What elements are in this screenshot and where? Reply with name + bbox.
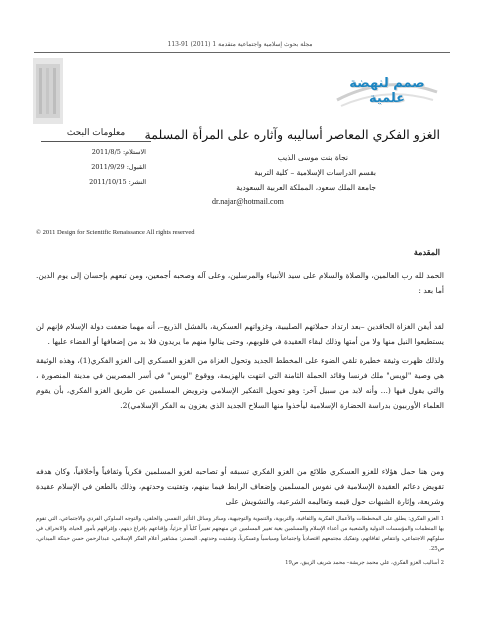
- journal-logo-name: صمم لنهضة علمية: [349, 76, 425, 106]
- body-paragraph: الحمد لله رب العالمين، والصلاة والسلام على سيد الأنبياء والمرسلين، وعلى آله وصحبه أجمعين، ومن تبعهم بإحسان إلى يوم الدين. أما بعد :: [36, 271, 444, 295]
- footnote: 1 الغزو الفكري: يطلق على المخططات والأعمال الفكرية والثقافية، والتربوية، والتنموية والتوجيهية، وسائر وسائل التأثير النفسي والخلقي، والتوجه السلوكي الفردي والاجتماعي، التي تقوم بها المنظمات والمؤسسات الدولية والشعبية من أعداء الإسلام والمسلمين بغية تغيير المسلمين عن منهجهم تغييراً كلياً أو جزئياً، وإقناعهم بإفراغ دينهم، وإغراقهم بأمور الحياة، والانحراف في سلوكهم الاجتماعي، وانتقاص ثقافاتهم، وتفكيك مجتمعهم اقتصادياً واجتماعياً وسياسياً وعسكرياً، وتشتيت وحدتهم. المصدر: مشاهير أعلام الفكر الإسلامي، عبدالرحمن حسن حبنكة الميداني، ص25.: [36, 516, 444, 552]
- header-rule: [34, 52, 450, 53]
- article-department: بقسم الدراسات الإسلامية – كلية التربية: [254, 168, 376, 177]
- body-paragraph: لقد أيقن الغزاة الحاقدين –بعد ارتداد حملاتهم الصليبية، وغزواتهم العسكرية، بالفشل الذريع–، أنه مهما ضعفت دولة الإسلام فإنهم لن يستطيعوا النيل منها ولا من أمتها وذلك لبقاء العقيدة في قلوبهم، وحتى ينالوا منهم ما يريدون فلا بد من إضعافها أو القضاء عليها .: [36, 322, 444, 346]
- body-paragraph: ومن هنا حمل هؤلاء للغزو العسكري طلائع من الغزو الفكري تسبقه أو تصاحبه لغزو المسلمين فكرياً وثقافياً وأخلاقياً، وكان هدفه تقويض دعائم العقيدة الإسلامية في نفوس المسلمين وإضعاف الرابط فيما بينهم، وتفتيت وحدتهم، وذلك بالطعن في الإسلام عقيدة وشريعة، وإثارة الشبهات حول قيمه وتعاليمه الشرعية، والتشويش على: [36, 467, 444, 506]
- article-author: نجاة بنت موسى الذيب: [277, 153, 348, 162]
- section-heading-introduction: المقدمة: [413, 247, 440, 257]
- research-info-rule: [41, 141, 151, 142]
- date-received: الاستلام: 2011/8/5: [91, 148, 146, 156]
- footnote: 2 أساليب الغزو الفكري، علي محمد جريشة– محمد شريف الزيبق، ص19: [285, 560, 444, 566]
- journal-watermark-graphic: [33, 58, 63, 124]
- article-university: جامعة الملك سعود، المملكة العربية السعودية: [236, 183, 376, 192]
- footnote-rule: [300, 511, 440, 512]
- research-info-heading: معلومات البحث: [66, 128, 126, 138]
- running-head: مجلة بحوث إسلامية واجتماعية متقدمة 1 (2011) 91-113: [167, 41, 313, 48]
- body-paragraph: ولذلك ظهرت وثيقة خطيرة تلقي الضوء على المخطط الجديد وتحول الغزاة من الغزو العسكري إلى الغزو الفكري(1)، وهذه الوثيقة هي وصية "لويس" ملك فرنسا وقائد الحملة الثامنة التي انتهت بالهزيمة، ووقوع "لويس" في أسر المصريين في مدينة المنصورة ، والتي يقول فيها (... وأنه لابد من سبيل آخر: وهو تحويل التفكير الإسلامي وترويض المسلمين عن طريق الغزو الفكري، بأن يقوم العلماء الأوربيون بدراسة الحضارة الإسلامية ليأخذوا منها السلاح الجديد الذي يغزون به الفكر الإسلامي)2.: [36, 356, 444, 410]
- article-title: الغزو الفكري المعاصر أساليبه وآثاره على المرأة المسلمة: [144, 127, 440, 142]
- author-email[interactable]: dr.najar@hotmail.com: [212, 197, 284, 206]
- copyright-notice: © 2011 Design for Scientific Renaissance All rights reserved: [36, 229, 195, 236]
- date-revised: القبول: 2011/9/29: [91, 163, 146, 171]
- date-published: النشر: 2011/10/15: [89, 178, 146, 186]
